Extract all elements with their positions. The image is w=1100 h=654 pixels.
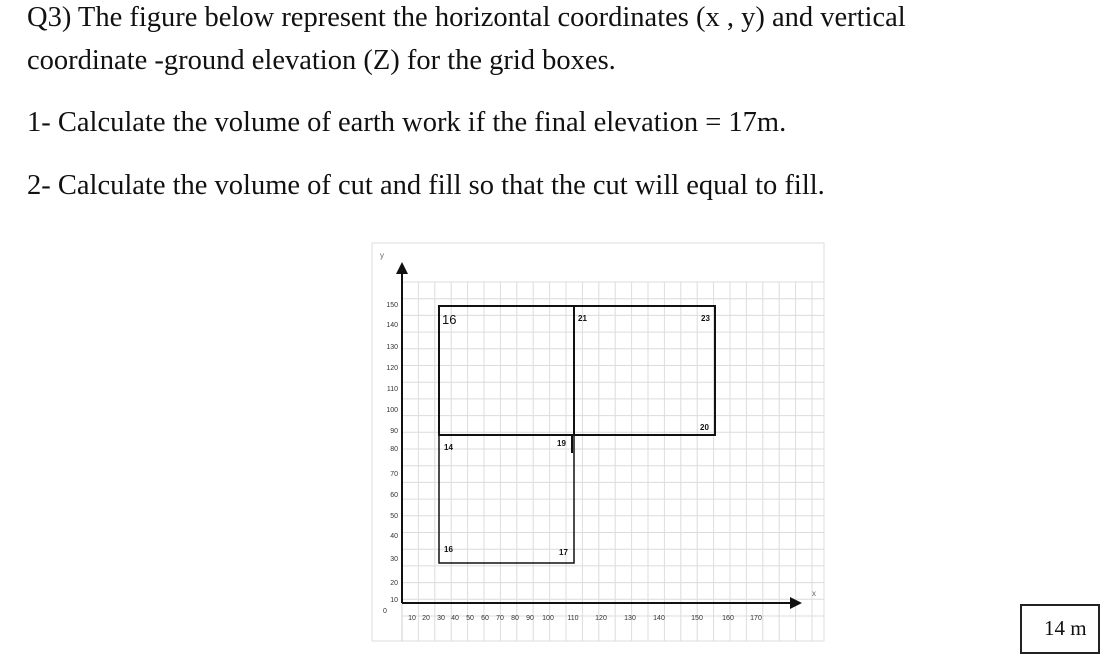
- x-tick-label: 30: [437, 615, 445, 622]
- y-tick-label: 50: [390, 513, 398, 520]
- y-tick-label: 100: [386, 407, 398, 414]
- x-tick-label: 70: [496, 615, 504, 622]
- elevation-label: 17: [559, 548, 568, 557]
- question-line-2: coordinate -ground elevation (Z) for the grid boxes.: [27, 45, 616, 76]
- elevation-label: 16: [442, 312, 457, 327]
- x-tick-label: 100: [542, 615, 554, 622]
- y-tick-label: 120: [386, 365, 398, 372]
- elevation-label: 21: [578, 314, 587, 323]
- y-tick-label: 110: [386, 386, 398, 393]
- task-2: 2- Calculate the volume of cut and fill so that the cut will equal to fill.: [27, 170, 825, 201]
- x-tick-label: 60: [481, 615, 489, 622]
- task-1: 1- Calculate the volume of earth work if the final elevation = 17m.: [27, 107, 787, 138]
- x-tick-label: 150: [691, 615, 703, 622]
- y-tick-label: 130: [386, 344, 398, 351]
- elevation-label: 19: [557, 439, 566, 448]
- page-label: 14 m: [1044, 616, 1087, 640]
- page-label-box: [1020, 604, 1100, 654]
- x-tick-label: 20: [422, 615, 430, 622]
- y-tick-label: 140: [386, 322, 398, 329]
- y-tick-label: 30: [390, 556, 398, 563]
- x-tick-label: 120: [595, 615, 607, 622]
- y-tick-label: 70: [390, 471, 398, 478]
- x-tick-label: 170: [750, 615, 762, 622]
- x-tick-label: 90: [526, 615, 534, 622]
- question-line-1: Q3) The figure below represent the horizontal coordinates (x , y) and vertical: [27, 2, 906, 33]
- x-tick-label: 50: [466, 615, 474, 622]
- y-tick-label: 90: [390, 428, 398, 435]
- y-axis-letter: y: [380, 251, 384, 260]
- y-tick-label: 80: [390, 446, 398, 453]
- y-tick-label: 10: [390, 597, 398, 604]
- x-tick-label: 130: [624, 615, 636, 622]
- x-tick-label: 10: [408, 615, 416, 622]
- y-tick-label: 20: [390, 580, 398, 587]
- elevation-label: 20: [700, 423, 709, 432]
- figure-frame: [372, 243, 824, 641]
- x-tick-label: 110: [567, 615, 579, 622]
- elevation-label: 16: [444, 545, 453, 554]
- x-tick-label: 40: [451, 615, 459, 622]
- x-axis-letter: x: [812, 589, 816, 598]
- y-tick-label: 40: [390, 533, 398, 540]
- elevation-label: 14: [444, 443, 453, 452]
- elevation-label: 23: [701, 314, 710, 323]
- x-tick-label: 160: [722, 615, 734, 622]
- y-tick-label: 150: [386, 302, 398, 309]
- x-tick-label: 140: [653, 615, 665, 622]
- x-tick-label: 80: [511, 615, 519, 622]
- origin-label: 0: [383, 608, 387, 615]
- y-tick-label: 60: [390, 492, 398, 499]
